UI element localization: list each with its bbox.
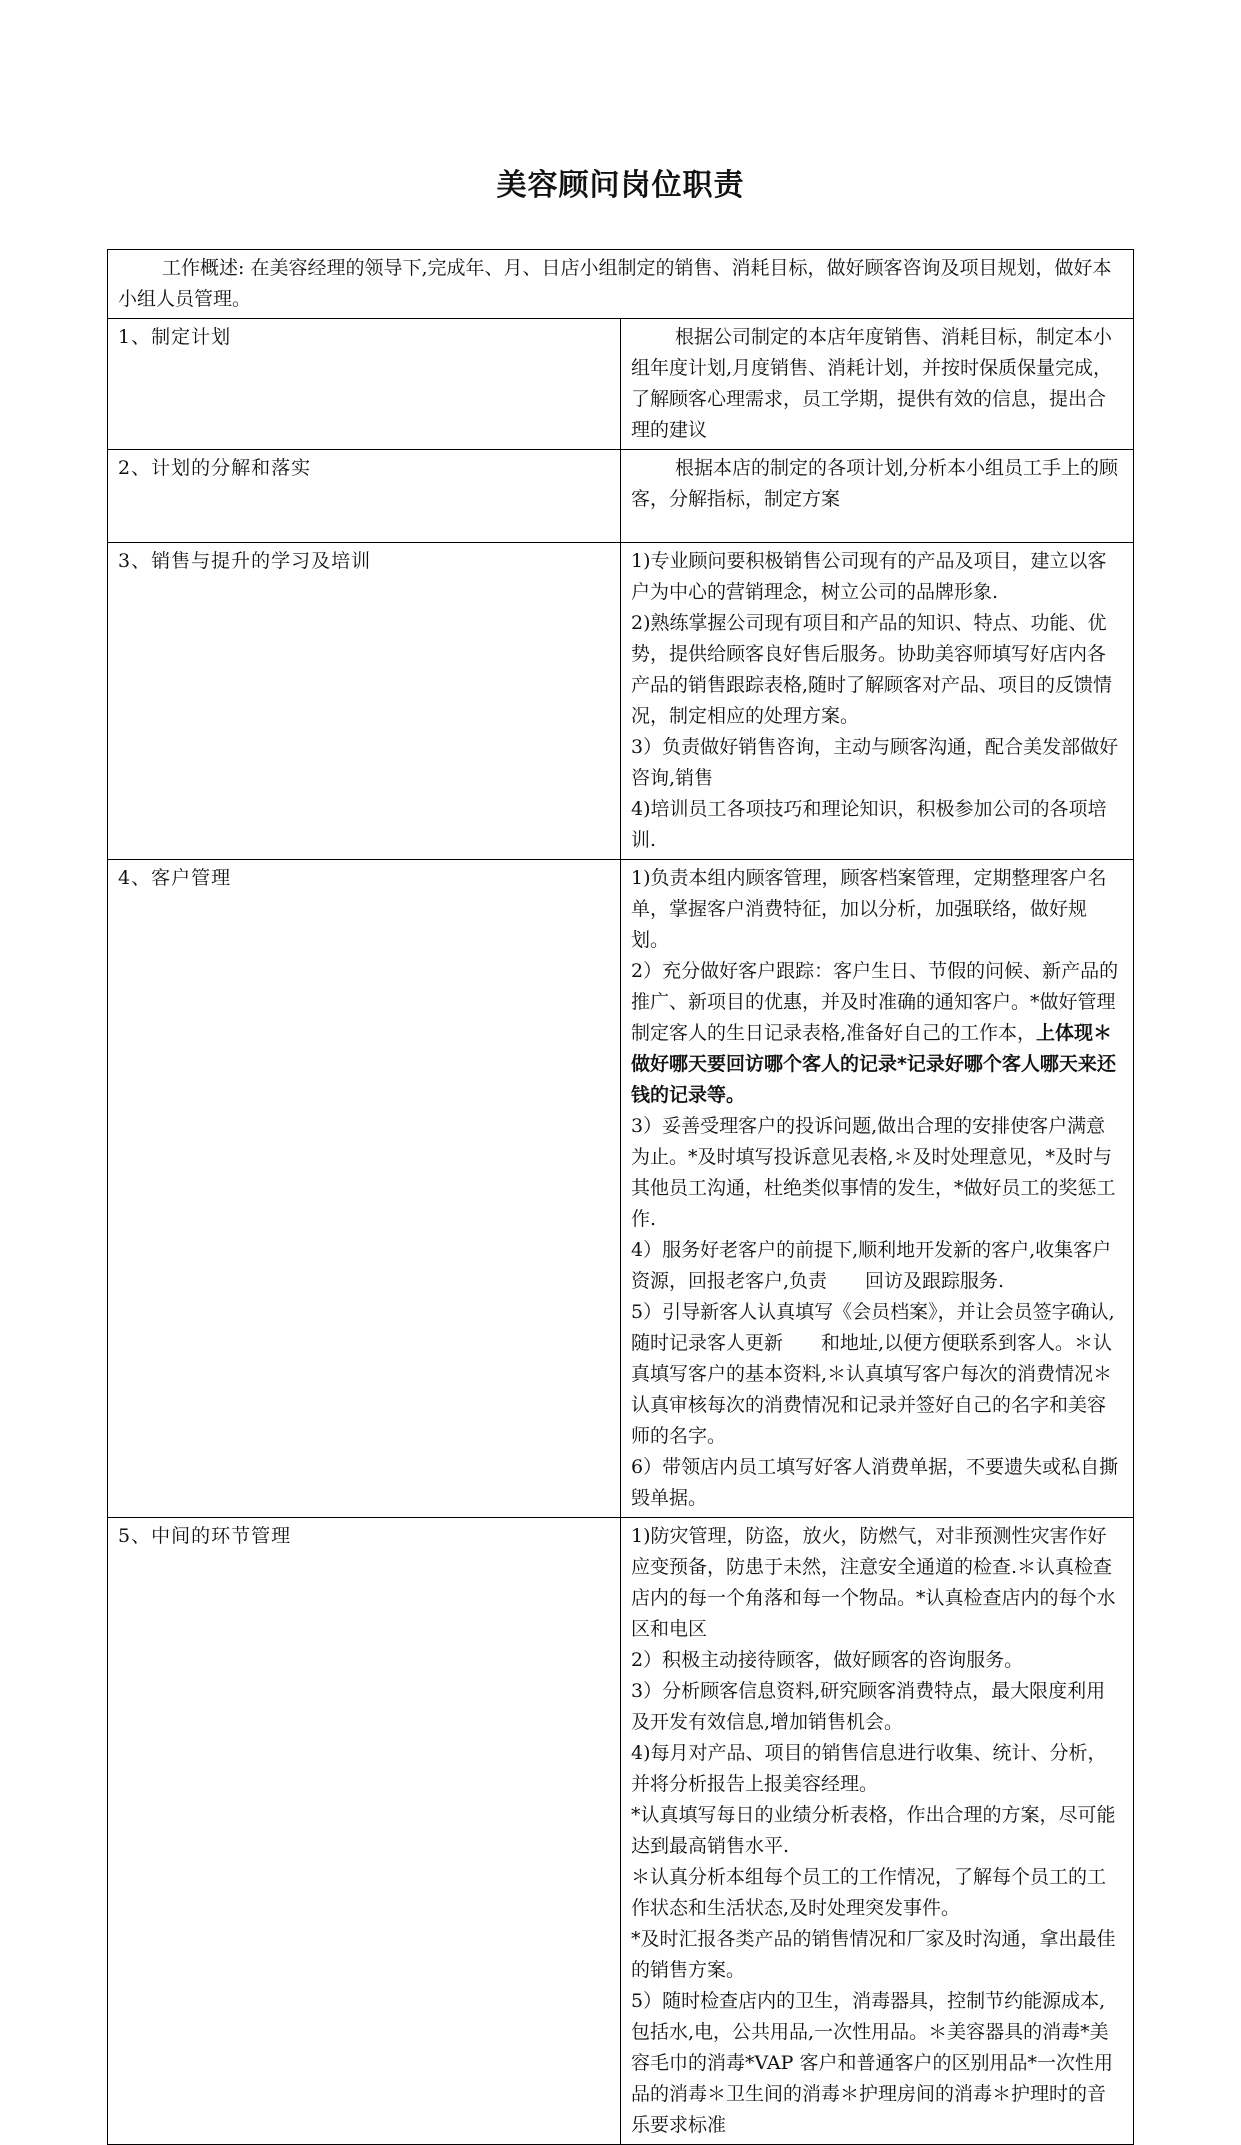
section-item: *及时汇报各类产品的销售情况和厂家及时沟通，拿出最佳的销售方案。 [631, 1928, 1116, 1981]
table-row [108, 319, 1134, 450]
section-item: 6）带领店内员工填写好客人消费单据，不要遗失或私自撕毁单据。 [631, 1456, 1119, 1509]
section-content [621, 1518, 1134, 2145]
section-item [631, 956, 1123, 1111]
section-item: 5）引导新客人认真填写《会员档案》，并让会员签字确认,随时记录客人更新 和地址,以便方便联系到客人。＊认真填写客户的基本资料,＊认真填写客户每次的消费情况＊认真审核每次的消费情况和记录并签好自己的名字和美容师的名字。 [631, 1301, 1115, 1447]
duty-table [107, 249, 1134, 2145]
section-label: 1、制定计划 [108, 319, 621, 450]
work-summary: 工作概述: 在美容经理的领导下,完成年、月、日店小组制定的销售、消耗目标，做好顾客咨询及项目规划，做好本小组人员管理。 [108, 250, 1134, 319]
page-title: 美容顾问岗位职责 [496, 168, 745, 203]
table-row [108, 860, 1134, 1518]
section-item: 2)熟练掌握公司现有项目和产品的知识、特点、功能、优势，提供给顾客良好售后服务。协助美容师填写好店内各产品的销售跟踪表格,随时了解顾客对产品、项目的反馈情况，制定相应的处理方案。 [631, 612, 1113, 727]
section-content [621, 319, 1134, 450]
section-item: 4)培训员工各项技巧和理论知识，积极参加公司的各项培训. [631, 798, 1107, 851]
section-item: 1)负责本组内顾客管理，顾客档案管理，定期整理客户名单，掌握客户消费特征，加以分析，加强联络，做好规划。 [631, 867, 1107, 951]
section-item: 3）妥善受理客户的投诉问题,做出合理的安排使客户满意为止。*及时填写投诉意见表格,＊及时处理意见，*及时与其他员工沟通，杜绝类似事情的发生，*做好员工的奖惩工作. [631, 1115, 1116, 1230]
section-label: 3、销售与提升的学习及培训 [108, 543, 621, 860]
section-item: 1)专业顾问要积极销售公司现有的产品及项目，建立以客户为中心的营销理念，树立公司的品牌形象. [631, 550, 1107, 603]
section-item: ＊认真分析本组每个员工的工作情况，了解每个员工的工作状态和生活状态,及时处理突发事件。 [631, 1866, 1107, 1919]
summary-row [108, 250, 1134, 319]
section-item: 5）随时检查店内的卫生，消毒器具，控制节约能源成本,包括水,电，公共用品,一次性用品。＊美容器具的消毒*美容毛巾的消毒*VAP 客户和普通客户的区别用品*一次性用品的消毒＊卫生间的消毒＊护理房间的消毒＊护理时的音乐要求标准 [631, 1990, 1113, 2136]
section-item: 4)每月对产品、项目的销售信息进行收集、统计、分析，并将分析报告上报美容经理。 [631, 1742, 1107, 1795]
section-item: 根据本店的制定的各项计划,分析本小组员工手上的顾客，分解指标，制定方案 [631, 457, 1119, 510]
section-content [621, 860, 1134, 1518]
section-item: 3）分析顾客信息资料,研究顾客消费特点，最大限度利用及开发有效信息,增加销售机会。 [631, 1680, 1106, 1733]
section-label: 5、中间的环节管理 [108, 1518, 621, 2145]
section-item-text: 2）充分做好客户跟踪：客户生日、节假的问候、新产品的推广、新项目的优惠，并及时准确的通知客户。*做好管理制定客人的生日记录表格,准备好自己的工作本， [631, 960, 1119, 1044]
section-item: *认真填写每日的业绩分析表格，作出合理的方案，尽可能达到最高销售水平. [631, 1804, 1116, 1857]
table-row [108, 543, 1134, 860]
section-item-emphasis: 上体现＊做好哪天要回访哪个客人的记录*记录好哪个客人哪天来还钱的记录等。 [631, 1022, 1116, 1106]
section-label: 4、客户管理 [108, 860, 621, 1518]
section-label: 2、计划的分解和落实 [108, 450, 621, 543]
section-item: 根据公司制定的本店年度销售、消耗目标，制定本小组年度计划,月度销售、消耗计划，并按时保质保量完成，了解顾客心理需求，员工学期，提供有效的信息，提出合理的建议 [631, 326, 1113, 441]
section-item: 4）服务好老客户的前提下,顺利地开发新的客户,收集客户资源，回报老客户,负责 回访及跟踪服务. [631, 1239, 1112, 1292]
section-item: 2）积极主动接待顾客，做好顾客的咨询服务。 [631, 1649, 1024, 1671]
section-item: 3）负责做好销售咨询，主动与顾客沟通，配合美发部做好咨询,销售 [631, 736, 1119, 789]
table-row [108, 1518, 1134, 2145]
section-content [621, 543, 1134, 860]
section-item: 1)防灾管理，防盗，放火，防燃气，对非预测性灾害作好应变预备，防患于未然，注意安全通道的检查.＊认真检查店内的每一个角落和每一个物品。*认真检查店内的每个水区和电区 [631, 1525, 1116, 1640]
section-content [621, 450, 1134, 543]
table-row [108, 450, 1134, 543]
